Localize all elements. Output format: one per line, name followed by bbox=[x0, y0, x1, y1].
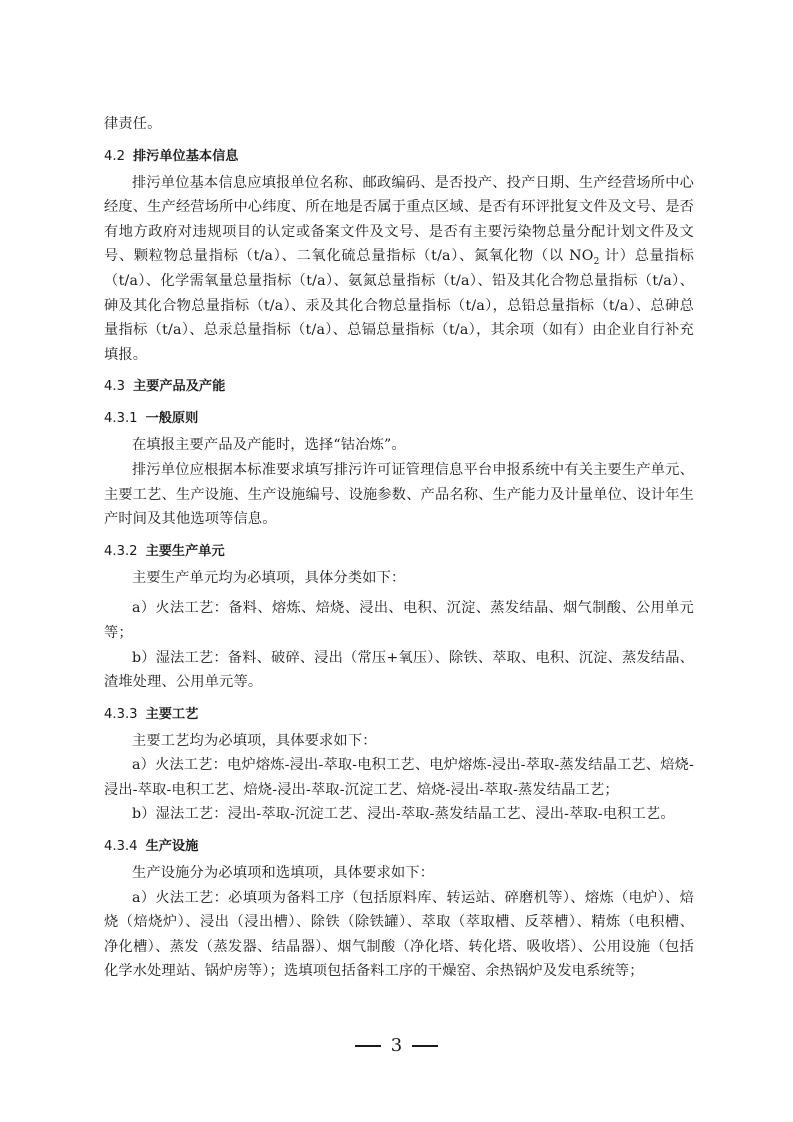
list-item-units-b: b）湿法工艺：备料、破碎、浸出（常压+氧压）、除铁、萃取、电积、沉淀、蒸发结晶、渣堆处理、公用单元等。 bbox=[104, 649, 694, 691]
footer-dash-right bbox=[412, 1045, 438, 1047]
heading-title: 主要产品及产能 bbox=[132, 379, 226, 395]
subscript-2: 2 bbox=[593, 257, 600, 268]
heading-4-2 bbox=[104, 145, 694, 169]
heading-title: 主要生产单元 bbox=[145, 543, 225, 559]
heading-4-3 bbox=[104, 375, 694, 399]
list-item-facilities-a: a）火法工艺：必填项为备料工序（包括原料库、转运站、碎磨机等）、熔炼（电炉）、焙烧（焙烧炉）、浸出（浸出槽）、除铁（除铁罐）、萃取（萃取槽、反萃槽）、精炼（电积槽、净化槽）、蒸发（蒸发器、结晶器）、烟气制酸（净化塔、转化塔、吸收塔）、公用设施（包括化学水处理站、锅炉房等）；选填项包括备料工序的干燥窑、余热锅炉及发电系统等； bbox=[104, 889, 694, 980]
paragraph-units-intro: 主要生产单元均为必填项，具体分类如下： bbox=[132, 569, 406, 586]
heading-number: 4.3.1 bbox=[104, 411, 138, 427]
heading-number: 4.3.3 bbox=[104, 706, 138, 722]
heading-4-3-2 bbox=[104, 540, 694, 564]
heading-title: 主要工艺 bbox=[145, 706, 199, 722]
heading-title: 排污单位基本信息 bbox=[132, 148, 239, 164]
footer-dash-left bbox=[355, 1045, 381, 1047]
heading-title: 一般原则 bbox=[145, 411, 199, 427]
paragraph-facilities-intro: 生产设施分为必填项和选填项，具体要求如下： bbox=[132, 865, 435, 882]
heading-4-3-1 bbox=[104, 407, 694, 431]
paragraph-principle-1: 在填报主要产品及产能时，选择“钴冶炼”。 bbox=[132, 437, 406, 454]
heading-4-3-3 bbox=[104, 703, 694, 727]
page-number: 3 bbox=[390, 1035, 403, 1056]
heading-number: 4.3 bbox=[104, 379, 125, 395]
paragraph-principle-2: 排污单位应根据本标准要求填写排污许可证管理信息平台申报系统中有关主要生产单元、主要工艺、生产设施、生产设施编号、设施参数、产品名称、生产能力及计量单位、设计年生产时间及其他选项等信息。 bbox=[104, 461, 694, 528]
paragraph-process-intro: 主要工艺均为必填项，具体要求如下： bbox=[132, 732, 377, 749]
basic-info-text-a: 排污单位基本信息应填报单位名称、邮政编码、是否投产、投产日期、生产经营场所中心经度、生产经营场所中心纬度、所在地是否属于重点区域、是否有环评批复文件及文号、是否有地方政府对违规项目的认定或备案文件及文号、是否有主要污染物总量分配计划文件及文号、颗粒物总量指标（t/a）、二氧化硫总量指标（t/a）、氮氧化物（以 NO bbox=[104, 174, 694, 265]
page-body bbox=[104, 112, 694, 984]
paragraph-basic-info bbox=[104, 171, 694, 368]
list-item-process-a: a）火法工艺：电炉熔炼-浸出-萃取-电积工艺、电炉熔炼-浸出-萃取-蒸发结晶工艺、焙烧-浸出-萃取-电积工艺、焙烧-浸出-萃取-沉淀工艺、焙烧-浸出-萃取-蒸发结晶工艺； bbox=[104, 757, 694, 798]
list-item-units-a: a）火法工艺：备料、熔炼、焙烧、浸出、电积、沉淀、蒸发结晶、烟气制酸、公用单元等； bbox=[104, 600, 694, 641]
heading-title: 生产设施 bbox=[145, 839, 199, 855]
heading-4-3-4 bbox=[104, 835, 694, 859]
page-footer bbox=[0, 1035, 793, 1056]
heading-number: 4.3.4 bbox=[104, 839, 138, 855]
basic-info-text-b: 计）总量指标（t/a）、化学需氧量总量指标（t/a）、氨氮总量指标（t/a）、铅及其化合物总量指标（t/a）、砷及其化合物总量指标（t/a）、汞及其化合物总量指标（t/a），总铅总量指标（t/a）、总砷总量指标（t/a）、总汞总量指标（t/a）、总镉总量指标（t/a），其余项（如有）由企业自行补充填报。 bbox=[104, 248, 694, 363]
heading-number: 4.3.2 bbox=[104, 543, 138, 559]
heading-number: 4.2 bbox=[104, 148, 125, 164]
continuation-text: 律责任。 bbox=[104, 116, 162, 132]
list-item-process-b: b）湿法工艺：浸出-萃取-沉淀工艺、浸出-萃取-蒸发结晶工艺、浸出-萃取-电积工艺。 bbox=[132, 806, 675, 823]
